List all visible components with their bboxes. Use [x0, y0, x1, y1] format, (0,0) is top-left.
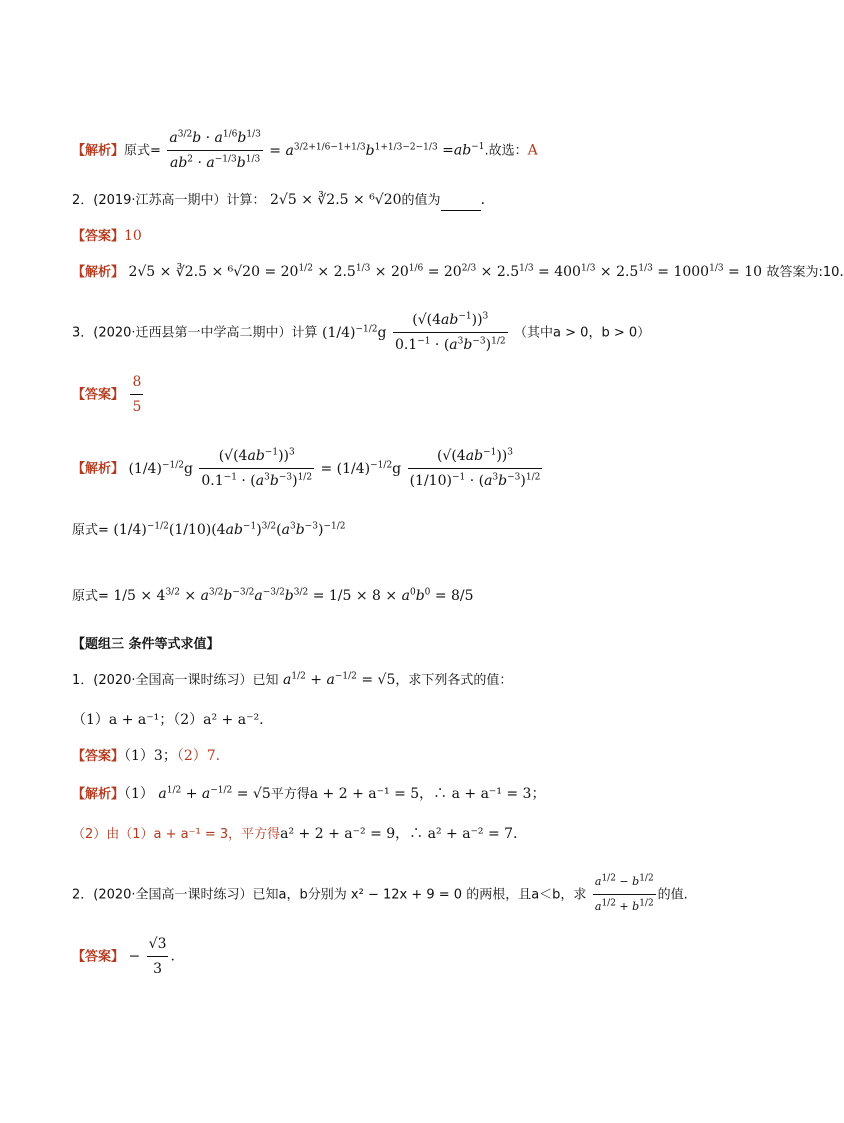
question-2-tail: 的值为 [401, 193, 441, 208]
s3-solution-1-line-1: 【解析】（1） $a^{1/2} + a^{-1/2} = √5$平方得a + 2 + a⁻¹ = 5，∴ a + a⁻¹ = 3； [72, 785, 546, 802]
s3-question-2-tail: 的值. [657, 887, 688, 903]
s3-question-1: 1．(2020·全国高一课时练习）已知 $a^{1/2} + a^{-1/2} = √5$，求下列各式的值： [72, 671, 513, 688]
s3-question-1-parts [72, 710, 264, 730]
question-3-condition: （其中a > 0，b > 0） [514, 325, 651, 341]
jiexi-label: 【解析】 [72, 265, 125, 280]
answer-3-fraction [130, 372, 143, 417]
s3-solution-1-line-2 [72, 824, 527, 845]
s3-question-1-tail: ，求下列各式的值： [395, 673, 513, 688]
answer-3-numerator: 8 [130, 372, 143, 395]
daan-label: 【答案】 [72, 387, 125, 403]
s3-answer-2-sign: − [128, 948, 141, 965]
step-1-fraction-b: $\frac{(√(4ab^{-1}))^3}{(1/10)^{-1} \cdot (a^3b^{-3})^{1/2}}$ [409, 447, 541, 489]
solution-3-step-1: 【解析】 $(1/4)^{-1/2}g$ $\frac{(√(4ab^{-1}))^3}{0.1^{-1} \cdot (a^3b^{-3})^{1/2}}$ = $(1/4)^{-1/2}g$ $\frac{(√(4ab^{-1}))^3}{(1/10)^{-1} \cdot (a^3b^{-3})^{1/2}}$ [72, 447, 541, 489]
yuanshi-label: 原式= [72, 589, 109, 604]
s3-question-2-header: 2．(2020·全国高一课时练习）已知a，b分别为 x² − 12x + 9 = 0 的两根，且a＜b，求 [72, 887, 587, 903]
answer-2 [72, 226, 142, 247]
solution-2-tail: 故答案为:10 [766, 265, 840, 280]
choice-answer: A [527, 142, 538, 159]
answer-3 [72, 372, 145, 417]
answer-blank [441, 196, 481, 211]
s3-question-2-fraction: $\frac{a^{1/2} - b^{1/2}}{a^{1/2} + b^{1/2}}$ [594, 873, 654, 913]
s3-solution-2-prefix: （2）由（1）a + a⁻¹ = 3，平方得 [72, 827, 281, 842]
expr-prefix: 原式= [124, 143, 161, 159]
s3-question-1-parts-text: （1）a + a⁻¹；（2）a² + a⁻². [72, 712, 264, 728]
s3-question-1-header: 1．(2020·全国高一课时练习）已知 [72, 673, 279, 688]
s3-solution-1-expr: a + 2 + a⁻¹ = 5，∴ a + a⁻¹ = 3； [309, 786, 546, 802]
solution-3-step-3: 原式= $1/5 \times 4^{3/2} \times a^{3/2}b^{-3/2}a^{-3/2}b^{3/2} = 1/5 \times 8 \times a^0b^0 = 8/5$ [72, 587, 474, 604]
section-title [72, 634, 220, 655]
s3-solution-2-expr: a² + 2 + a⁻² = 9，∴ a² + a⁻² = 7． [280, 826, 528, 842]
question-2-header: 2．(2019·江苏高一期中）计算： [72, 193, 266, 208]
simplified-result: =ab [442, 142, 472, 159]
s3-answer-2-numerator: √3 [147, 934, 169, 957]
question-3-fraction: $\frac{(√(4ab^{-1}))^3}{0.1^{-1} \cdot (a^3b^{-3})^{1/2}}$ [394, 311, 506, 353]
solution-3-step-2: 原式= $(1/4)^{-1/2}(1/10)(4ab^{-1})^{3/2}(a^3b^{-3})^{-1/2}$ [72, 521, 346, 538]
s3-answer-2-denominator: 3 [153, 961, 163, 977]
daan-label: 【答案】 [72, 749, 125, 764]
s3-answer-1-part-2: （2）7． [176, 748, 230, 764]
s3-question-2 [72, 872, 688, 917]
jiexi-label: 【解析】 [72, 787, 125, 802]
question-2: 2．(2019·江苏高一期中）计算： 2√5 × ∛2.5 × ⁶√20的值为 ． [72, 190, 495, 211]
choice-text: .故选： [484, 143, 528, 159]
answer-3-denominator: 5 [132, 399, 142, 415]
jiexi-label: 【解析】 [72, 143, 125, 159]
section-3-title: 【题组三 条件等式求值】 [72, 637, 220, 652]
solution-2: 【解析】 2√5 × ∛2.5 × $^6√20 = 20^{1/2} \times 2.5^{1/3} \times 20^{1/6} = 20^{2/3} \times 2.5^{1/3} = 400^{1/3} \times 2.5^{1/3} = 1000^{1/3} = 10$ 故答案为:10. [72, 263, 844, 280]
daan-label: 【答案】 [72, 229, 125, 244]
solution-line-1: 【解析】原式= $\frac{a^{3/2}b \cdot a^{1/6}b^{1/3}}{ab^2 \cdot a^{-1/3}b^{1/3}}$ = $a^{3/2+1/6-1+1/3}b^{1+1/3-2-1/3} =ab^{-1}$.故选：A [72, 129, 538, 171]
fraction-expression: $\frac{a^{3/2}b \cdot a^{1/6}b^{1/3}}{ab^2 \cdot a^{-1/3}b^{1/3}}$ [169, 129, 261, 171]
s3-answer-2-fraction [147, 934, 169, 979]
jiexi-label: 【解析】 [72, 461, 125, 477]
s3-answer-2: 【答案】 − $\frac{√3}{3}$ . [72, 936, 175, 977]
answer-2-value: 10 [124, 228, 142, 244]
question-3: 3．(2020·迁西县第一中学高二期中）计算 $(1/4)^{-1/2}g$ $\frac{(√(4ab^{-1}))^3}{0.1^{-1} \cdot (a^3b^{-3})^{1/2}}$ （其中a > 0，b > 0） [72, 311, 651, 353]
s3-answer-1 [72, 746, 230, 767]
step-1-fraction-a: $\frac{(√(4ab^{-1}))^3}{0.1^{-1} \cdot (a^3b^{-3})^{1/2}}$ [201, 447, 313, 489]
s3-answer-1-part-1: （1）3； [124, 748, 177, 764]
yuanshi-label: 原式= [72, 523, 109, 538]
question-3-header: 3．(2020·迁西县第一中学高二期中）计算 [72, 325, 318, 341]
daan-label: 【答案】 [72, 949, 125, 965]
s3-solution-1-mid: 平方得 [270, 787, 310, 802]
